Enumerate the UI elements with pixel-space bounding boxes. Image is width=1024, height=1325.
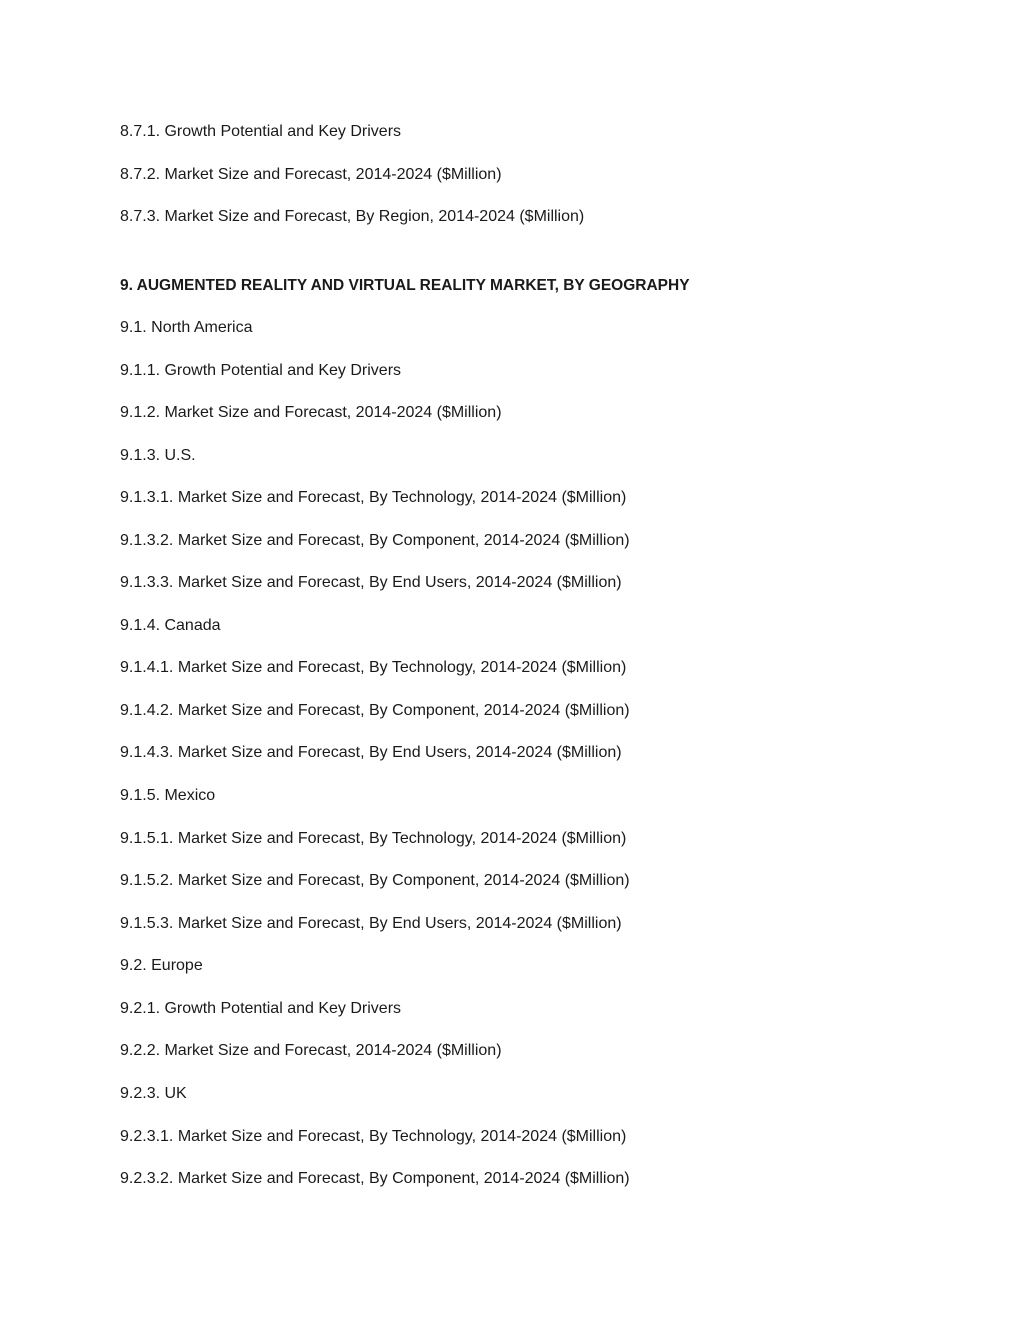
toc-entry: 9.1.3.1. Market Size and Forecast, By Technology, 2014-2024 ($Million) [120, 489, 627, 506]
toc-entry: 9.1.1. Growth Potential and Key Drivers [120, 362, 402, 379]
section-heading: 9. AUGMENTED REALITY AND VIRTUAL REALITY MARKET, BY GEOGRAPHY [120, 277, 690, 294]
toc-entry: 9.1.5.3. Market Size and Forecast, By End Users, 2014-2024 ($Million) [120, 915, 622, 932]
toc-entry: 9.1.5.2. Market Size and Forecast, By Component, 2014-2024 ($Million) [120, 872, 630, 889]
toc-entry: 9.1. North America [120, 319, 253, 336]
toc-entry: 8.7.1. Growth Potential and Key Drivers [120, 123, 402, 140]
toc-entry: 8.7.2. Market Size and Forecast, 2014-2024 ($Million) [120, 166, 502, 183]
toc-entry: 9.2.2. Market Size and Forecast, 2014-2024 ($Million) [120, 1042, 502, 1059]
toc-entry: 9.1.3. U.S. [120, 447, 196, 464]
toc-entry: 9.1.5.1. Market Size and Forecast, By Technology, 2014-2024 ($Million) [120, 830, 627, 847]
toc-entry: 9.1.4.3. Market Size and Forecast, By End Users, 2014-2024 ($Million) [120, 744, 622, 761]
toc-entry: 9.1.4. Canada [120, 617, 221, 634]
toc-entry: 9.1.4.1. Market Size and Forecast, By Technology, 2014-2024 ($Million) [120, 659, 627, 676]
toc-entry: 9.2.1. Growth Potential and Key Drivers [120, 1000, 402, 1017]
toc-entry: 9.1.4.2. Market Size and Forecast, By Component, 2014-2024 ($Million) [120, 702, 630, 719]
toc-entry: 9.1.3.2. Market Size and Forecast, By Component, 2014-2024 ($Million) [120, 532, 630, 549]
toc-entry: 9.2. Europe [120, 957, 203, 974]
toc-entry: 9.1.2. Market Size and Forecast, 2014-2024 ($Million) [120, 404, 502, 421]
toc-entry: 9.1.5. Mexico [120, 787, 216, 804]
toc-entry: 9.2.3. UK [120, 1085, 187, 1102]
toc-entry: 9.2.3.2. Market Size and Forecast, By Component, 2014-2024 ($Million) [120, 1170, 630, 1187]
toc-entry: 9.2.3.1. Market Size and Forecast, By Technology, 2014-2024 ($Million) [120, 1128, 627, 1145]
toc-entry: 9.1.3.3. Market Size and Forecast, By End Users, 2014-2024 ($Million) [120, 574, 622, 591]
toc-entry: 8.7.3. Market Size and Forecast, By Region, 2014-2024 ($Million) [120, 208, 585, 225]
